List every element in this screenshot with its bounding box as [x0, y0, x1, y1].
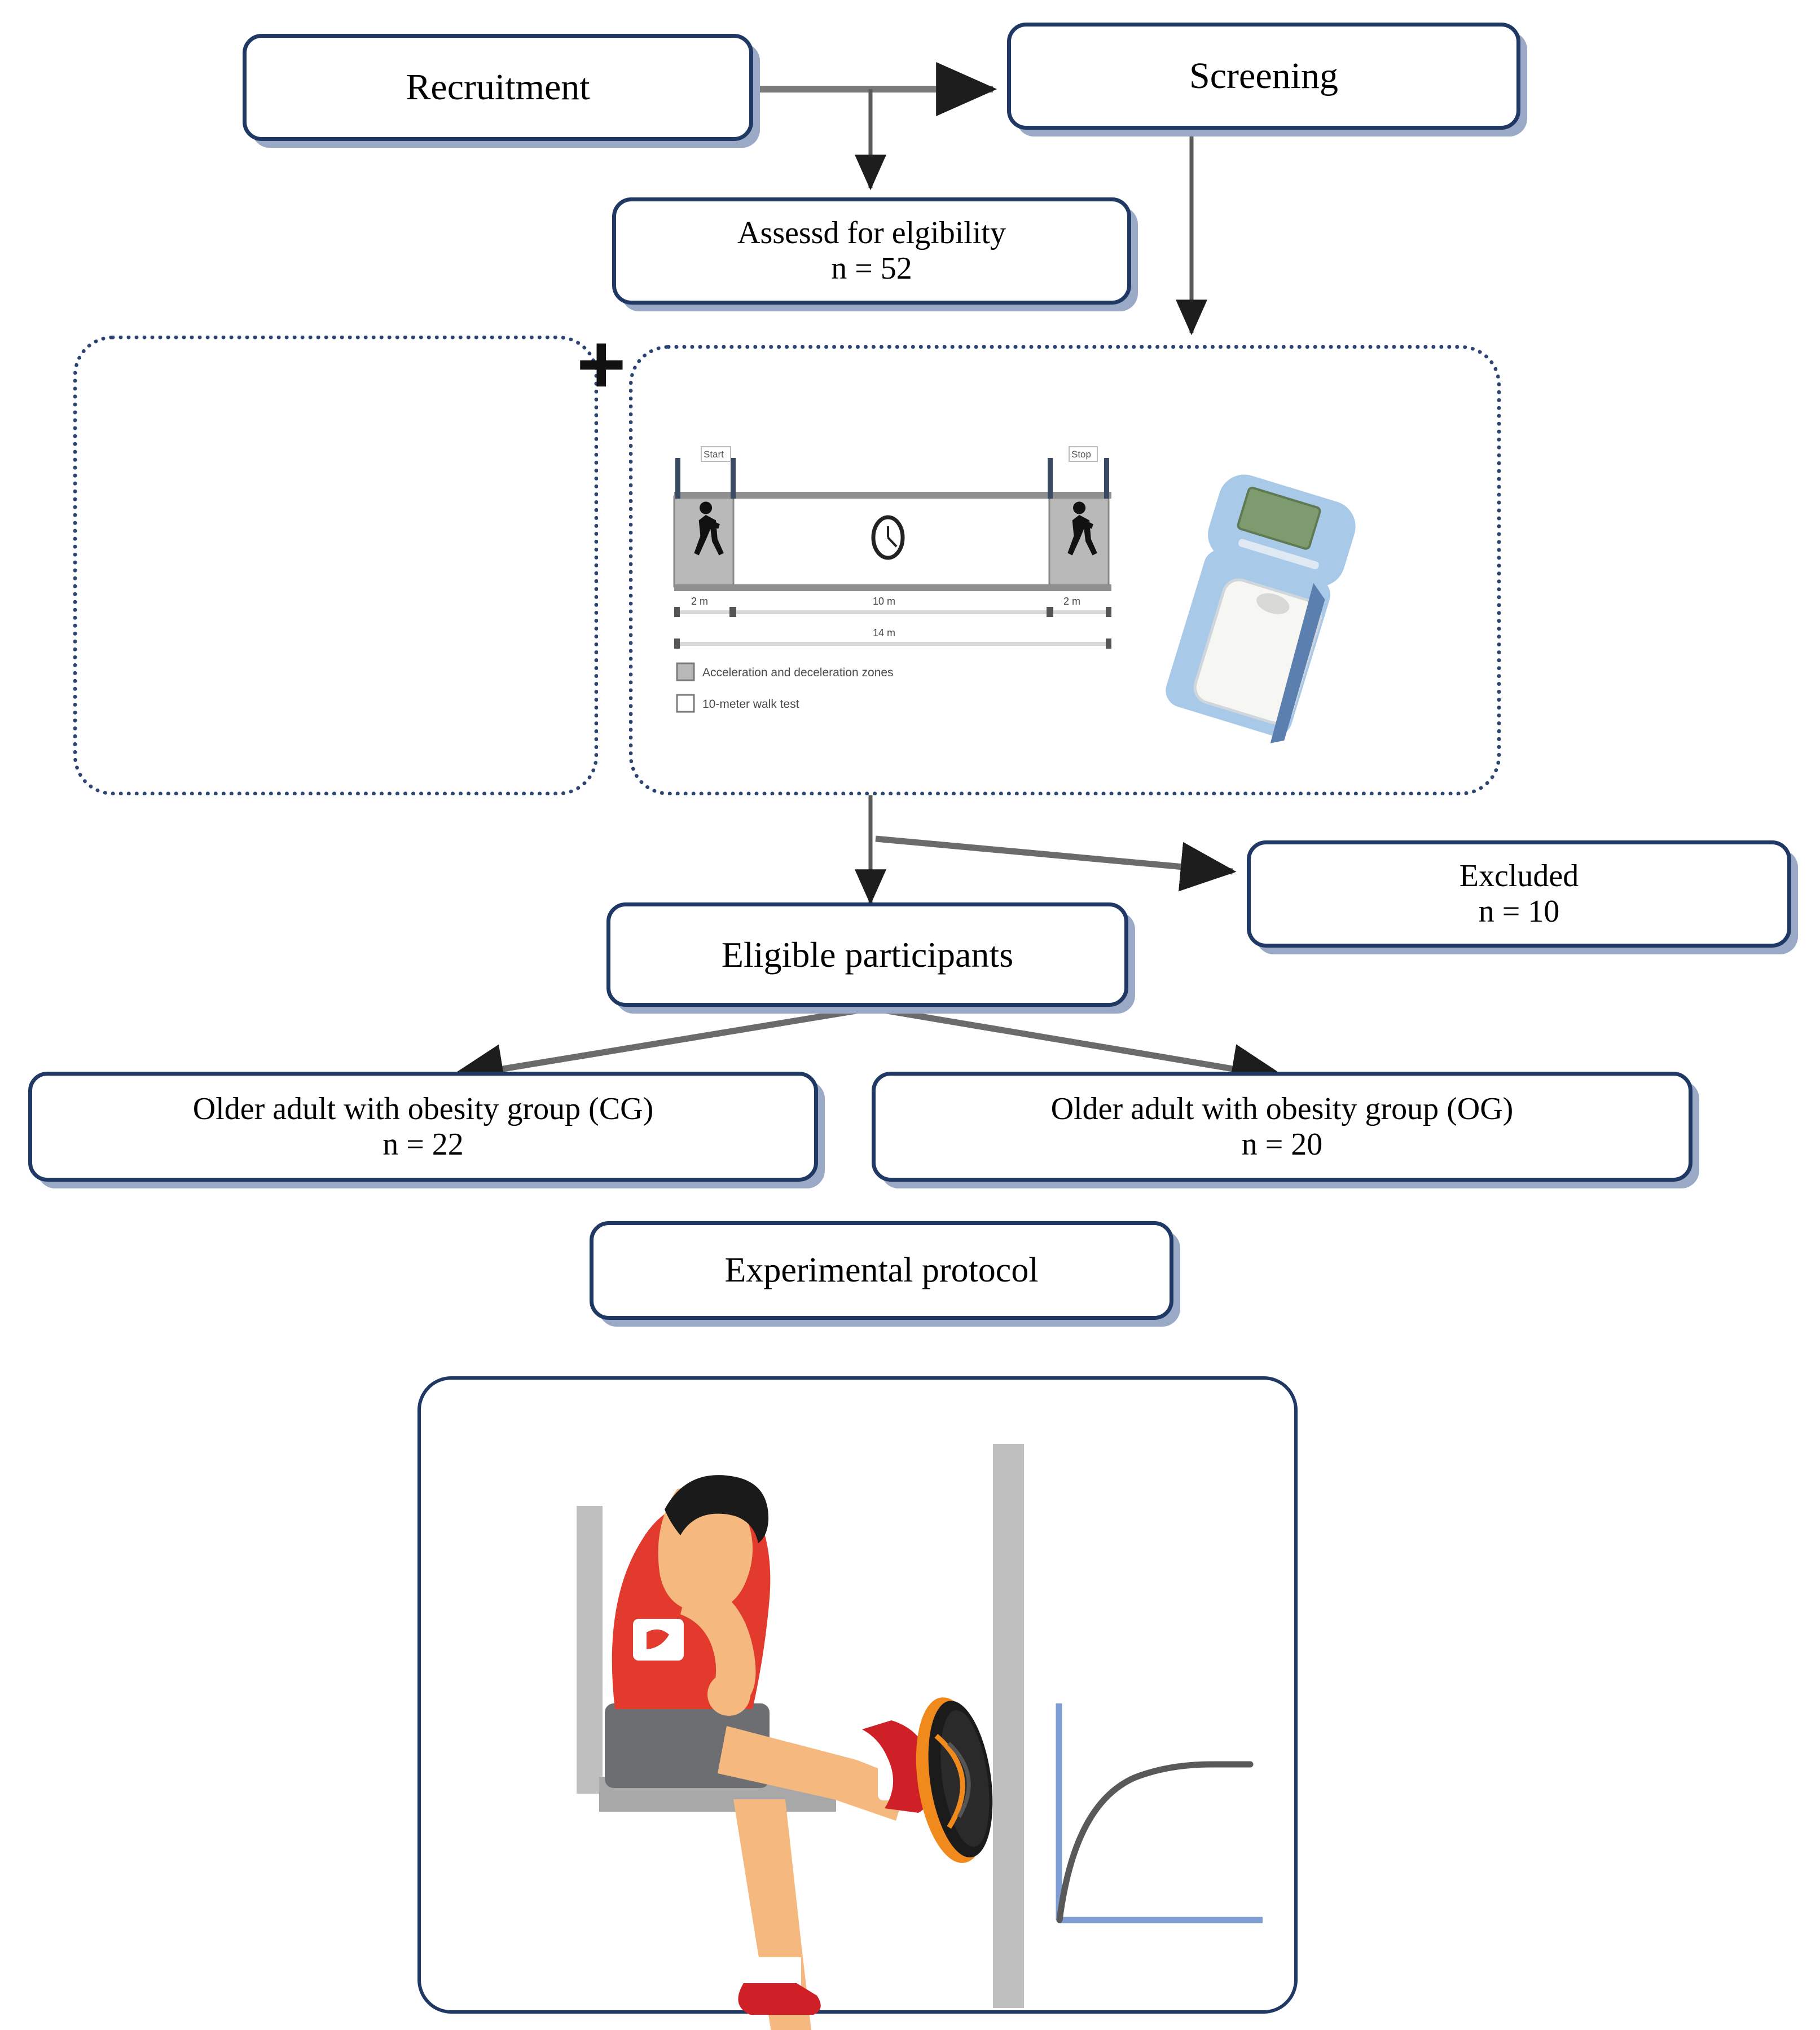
svg-text:14 m: 14 m — [873, 627, 896, 638]
chart-force-curve — [1060, 1764, 1250, 1920]
person-fist — [707, 1673, 750, 1716]
svg-text:10 m: 10 m — [873, 596, 896, 607]
svg-text:Start: Start — [704, 449, 724, 460]
stopwatch-icon — [873, 517, 903, 558]
eligible-label: Eligible participants — [721, 934, 1014, 975]
svg-text:2 m: 2 m — [1063, 596, 1081, 607]
obesity-group-title: Older adult with obesity group (OG) — [1050, 1091, 1514, 1126]
person-shoe-lower — [738, 1983, 820, 2015]
start-flag-icon — [675, 447, 736, 499]
svg-text:2 m: 2 m — [691, 596, 709, 607]
experimental-protocol-illustration — [577, 1444, 1263, 2030]
force-pad-device — [907, 1692, 1003, 1868]
control-group-title: Older adult with obesity group (CG) — [192, 1091, 654, 1126]
gait-legend — [677, 663, 894, 712]
legend-swatch-accel — [677, 663, 694, 680]
stop-flag-icon — [1048, 447, 1109, 499]
plus-icon: + — [577, 316, 626, 411]
dimension-line-total — [674, 627, 1111, 649]
experimental-protocol-label: Experimental protocol — [724, 1250, 1039, 1289]
legend-label-accel: Acceleration and deceleration zones — [702, 666, 894, 679]
node-screening-label: Screening — [1189, 55, 1338, 97]
obesity-group-count: n = 20 — [1241, 1126, 1323, 1162]
force-time-chart — [1059, 1703, 1263, 1920]
wall-post — [993, 1444, 1024, 2008]
assessed-count: n = 52 — [831, 251, 912, 286]
dimension-line-segments — [674, 596, 1111, 617]
assessed-title: Assessd for elgibility — [737, 215, 1006, 251]
legend-swatch-walk — [677, 695, 694, 712]
person-sock — [749, 1957, 801, 1987]
handgrip-dynamometer-icon — [1154, 468, 1362, 749]
excluded-title: Excluded — [1459, 858, 1579, 894]
chair-back-post — [577, 1506, 603, 1794]
node-recruitment-label: Recruitment — [406, 67, 590, 108]
svg-text:Stop: Stop — [1071, 449, 1091, 460]
control-group-count: n = 22 — [383, 1126, 464, 1162]
seated-person — [605, 1475, 934, 2030]
legend-label-walk: 10-meter walk test — [702, 698, 799, 711]
excluded-count: n = 10 — [1478, 894, 1560, 929]
